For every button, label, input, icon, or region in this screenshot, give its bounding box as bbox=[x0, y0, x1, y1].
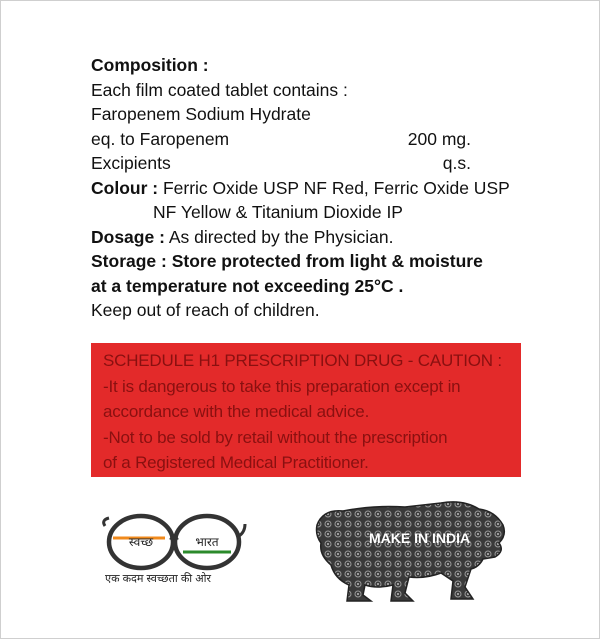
dosage-line bbox=[91, 225, 481, 250]
caution-line-1: SCHEDULE H1 PRESCRIPTION DRUG - CAUTION : bbox=[103, 351, 502, 370]
swachh-left-text: स्वच्छ bbox=[128, 535, 154, 549]
storage-line-1: Storage : Store protected from light & moisture bbox=[91, 251, 483, 271]
composition-line-3-label: eq. to Faropenem bbox=[91, 128, 230, 149]
colour-text-2: NF Yellow & Titanium Dioxide IP bbox=[153, 202, 403, 222]
swachh-right-text: भारत bbox=[195, 535, 219, 549]
colour-line-1 bbox=[91, 176, 510, 201]
keep-out-text: Keep out of reach of children. bbox=[91, 300, 320, 320]
label-text-block bbox=[91, 53, 510, 323]
composition-line-1: Each film coated tablet contains : bbox=[91, 79, 348, 100]
composition-line-4 bbox=[91, 151, 481, 176]
dosage-label: Dosage : bbox=[91, 226, 165, 247]
dosage-text: As directed by the Physician. bbox=[168, 226, 394, 247]
composition-heading: Composition : bbox=[91, 55, 209, 75]
caution-line-5: of a Registered Medical Practitioner. bbox=[103, 453, 369, 472]
composition-line-4-label: Excipients bbox=[91, 153, 171, 173]
make-in-india-text: MAKE IN INDIA bbox=[369, 530, 471, 546]
make-in-india-lion-logo bbox=[313, 489, 513, 604]
caution-line-2: -It is dangerous to take this preparation except in bbox=[103, 376, 461, 396]
colour-label: Colour : bbox=[91, 177, 159, 198]
colour-text-1: Ferric Oxide USP NF Red, Ferric Oxide USP bbox=[162, 177, 510, 198]
caution-box bbox=[91, 343, 521, 477]
storage-line-2: at a temperature not exceeding 25°C . bbox=[91, 275, 404, 296]
composition-line-4-value: q.s. bbox=[442, 153, 471, 173]
composition-line-2: Faropenem Sodium Hydrate bbox=[91, 104, 311, 124]
composition-line-3-value: 200 mg. bbox=[407, 128, 471, 149]
caution-line-4: -Not to be sold by retail without the prescription bbox=[103, 427, 448, 447]
caution-line-3: accordance with the medical advice. bbox=[103, 402, 370, 421]
composition-line-3 bbox=[91, 127, 481, 152]
swachh-tagline: एक कदम स्वच्छता की ओर bbox=[105, 573, 211, 585]
